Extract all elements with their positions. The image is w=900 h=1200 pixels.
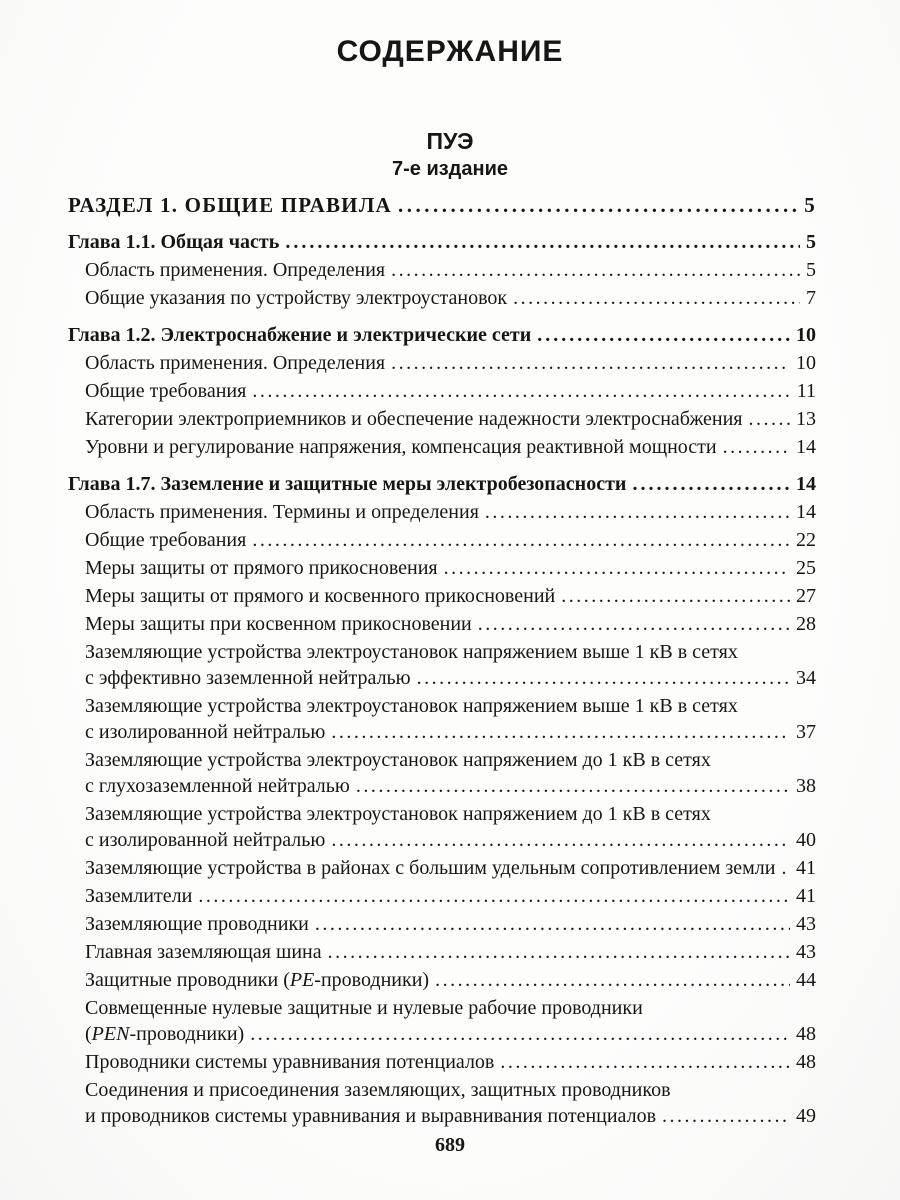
- toc-entry: [68, 257, 816, 283]
- toc-entry-label: и проводников системы уравнивания и выравнивания потенциалов: [85, 1105, 657, 1127]
- toc-entry: [68, 995, 816, 1047]
- toc-entry-row: [68, 611, 816, 637]
- toc-entry: [68, 883, 816, 909]
- toc-entry-row: [68, 967, 816, 993]
- toc-entry-row: [68, 827, 816, 853]
- toc-entry-row: [68, 665, 816, 691]
- toc-entry-row: [68, 639, 816, 665]
- toc-entry-label: Область применения. Термины и определения: [85, 501, 479, 523]
- toc-entry-row: [68, 801, 816, 827]
- toc-entry-label: с изолированной нейтралью: [85, 829, 326, 851]
- edition-block: [0, 128, 900, 182]
- toc-entry: [68, 583, 816, 609]
- toc-list: [0, 192, 900, 1129]
- dot-leader: [444, 555, 790, 581]
- toc-entry-row: [68, 322, 816, 348]
- toc-entry-label: РАЗДЕЛ 1. ОБЩИЕ ПРАВИЛА: [68, 193, 392, 217]
- edition-subtitle: 7-е издание: [391, 158, 508, 180]
- toc-entry-row: [68, 693, 816, 719]
- toc-entry: [68, 434, 816, 460]
- toc-entry-row: [68, 499, 816, 525]
- toc-entry-page: 11: [796, 380, 816, 402]
- toc-entry-page: 49: [796, 1105, 816, 1127]
- dot-leader: [513, 285, 800, 311]
- toc-entry-label: Глава 1.1. Общая часть: [68, 231, 280, 253]
- toc-entry-row: [68, 583, 816, 609]
- page-number: 689: [435, 1134, 465, 1156]
- toc-entry: [68, 322, 816, 348]
- dot-leader: [417, 665, 790, 691]
- toc-entry-row: [68, 1103, 816, 1129]
- toc-entry: [68, 192, 816, 218]
- toc-entry-label: Защитные проводники (PE-проводники): [85, 969, 430, 991]
- toc-entry-label: Глава 1.2. Электроснабжение и электрические сети: [68, 324, 532, 346]
- toc-entry-label: Заземляющие устройства электроустановок напряжением до 1 кВ в сетях: [85, 749, 711, 771]
- toc-entry-row: [68, 378, 816, 404]
- toc-entry-page: 38: [796, 775, 816, 797]
- dot-leader: [781, 855, 790, 881]
- toc-entry-label: Меры защиты при косвенном прикосновении: [85, 613, 472, 635]
- toc-entry-page: 27: [796, 585, 816, 607]
- toc-entry-row: [68, 719, 816, 745]
- toc-entry-label: Область применения. Определения: [85, 352, 386, 374]
- toc-entry: [68, 1077, 816, 1129]
- toc-entry-row: [68, 434, 816, 460]
- dot-leader: [478, 611, 790, 637]
- toc-entry-row: [68, 229, 816, 255]
- toc-entry-row: [68, 555, 816, 581]
- toc-entry: [68, 229, 816, 255]
- toc-entry-label: с эффективно заземленной нейтралью: [85, 667, 411, 689]
- toc-entry-label: с глухозаземленной нейтралью: [85, 775, 350, 797]
- toc-entry: [68, 855, 816, 881]
- toc-entry-page: 40: [796, 829, 816, 851]
- toc-entry-page: 13: [796, 408, 816, 430]
- dot-leader: [398, 192, 798, 218]
- toc-entry: [68, 1049, 816, 1075]
- toc-entry-page: 41: [796, 857, 816, 879]
- toc-entry-label: Общие требования: [85, 529, 247, 551]
- toc-entry-label: Уровни и регулирование напряжения, компенсация реактивной мощности: [85, 436, 717, 458]
- toc-entry-label: Заземляющие устройства электроустановок напряжением выше 1 кВ в сетях: [85, 641, 738, 663]
- toc-entry-label: Главная заземляющая шина: [85, 941, 322, 963]
- toc-entry-page: 14: [796, 436, 816, 458]
- toc-entry-label: Область применения. Определения: [85, 259, 386, 281]
- toc-entry-row: [68, 350, 816, 376]
- toc-entry: [68, 911, 816, 937]
- toc-entry-label: Соединения и присоединения заземляющих, защитных проводников: [85, 1079, 671, 1101]
- toc-entry-label: Проводники системы уравнивания потенциалов: [85, 1051, 495, 1073]
- toc-entry: [68, 611, 816, 637]
- toc-entry-page: 48: [796, 1023, 816, 1045]
- dot-leader: [561, 583, 790, 609]
- toc-entry-page: 43: [796, 941, 816, 963]
- dot-leader: [252, 527, 790, 553]
- toc-entry: [68, 747, 816, 799]
- toc-entry-page: 43: [796, 913, 816, 935]
- toc-entry-row: [68, 257, 816, 283]
- toc-entry-row: [68, 995, 816, 1021]
- toc-entry: [68, 406, 816, 432]
- toc-entry-page: 44: [796, 969, 816, 991]
- toc-entry-page: 48: [796, 1051, 816, 1073]
- toc-entry-label: Меры защиты от прямого прикосновения: [85, 557, 438, 579]
- dot-leader: [252, 378, 790, 404]
- toc-entry-row: [68, 285, 816, 311]
- toc-entry-label: Заземляющие устройства электроустановок напряжением до 1 кВ в сетях: [85, 803, 711, 825]
- toc-entry-label: Меры защиты от прямого и косвенного прикосновений: [85, 585, 556, 607]
- toc-entry-row: [68, 406, 816, 432]
- toc-entry-label: Заземлители: [85, 885, 193, 907]
- toc-entry-label: Заземляющие проводники: [85, 913, 309, 935]
- toc-entry-page: 10: [796, 324, 816, 346]
- dot-leader: [356, 773, 790, 799]
- toc-entry-row: [68, 1077, 816, 1103]
- toc-entry-row: [68, 471, 816, 497]
- toc-entry: [68, 693, 816, 745]
- toc-entry-label: Глава 1.7. Заземление и защитные меры электробезопасности: [68, 473, 627, 495]
- dot-leader: [485, 499, 790, 525]
- dot-leader: [328, 939, 790, 965]
- toc-entry-page: 37: [796, 721, 816, 743]
- dot-leader: [331, 827, 790, 853]
- toc-entry-row: [68, 855, 816, 881]
- toc-entry-page: 34: [796, 667, 816, 689]
- toc-entry-label: с изолированной нейтралью: [85, 721, 326, 743]
- toc-entry: [68, 939, 816, 965]
- dot-leader: [285, 229, 800, 255]
- edition-title: ПУЭ: [426, 128, 474, 154]
- toc-entry-row: [68, 911, 816, 937]
- toc-entry-page: 25: [796, 557, 816, 579]
- toc-entry-label: Категории электроприемников и обеспечение надежности электроснабжения: [85, 408, 743, 430]
- toc-entry: [68, 285, 816, 311]
- toc-entry: [68, 471, 816, 497]
- dot-leader: [331, 719, 790, 745]
- dot-leader: [537, 322, 790, 348]
- toc-entry: [68, 527, 816, 553]
- dot-leader: [198, 883, 790, 909]
- dot-leader: [632, 471, 790, 497]
- dot-leader: [391, 257, 800, 283]
- toc-entry-page: 5: [806, 259, 816, 281]
- toc-entry-label: Общие требования: [85, 380, 247, 402]
- toc-entry-page: 14: [796, 473, 816, 495]
- toc-entry-page: 5: [804, 193, 816, 217]
- dot-leader: [500, 1049, 790, 1075]
- toc-entry-row: [68, 527, 816, 553]
- toc-entry-row: [68, 192, 816, 218]
- toc-entry-page: 28: [796, 613, 816, 635]
- toc-entry: [68, 378, 816, 404]
- toc-entry-page: 41: [796, 885, 816, 907]
- toc-entry-page: 5: [806, 231, 816, 253]
- toc-entry-page: 14: [796, 501, 816, 523]
- toc-entry-page: 22: [796, 529, 816, 551]
- toc-entry: [68, 499, 816, 525]
- toc-entry-label: Совмещенные нулевые защитные и нулевые рабочие проводники: [85, 997, 643, 1019]
- page-title: СОДЕРЖАНИЕ: [336, 35, 564, 68]
- dot-leader: [662, 1103, 790, 1129]
- dot-leader: [391, 350, 790, 376]
- toc-entry-row: [68, 939, 816, 965]
- toc-entry-page: 7: [806, 287, 816, 309]
- toc-entry-label: Общие указания по устройству электроустановок: [85, 287, 508, 309]
- toc-entry: [68, 555, 816, 581]
- toc-entry-row: [68, 747, 816, 773]
- dot-leader: [435, 967, 790, 993]
- toc-entry-page: 10: [796, 352, 816, 374]
- toc-entry-label: Заземляющие устройства электроустановок напряжением выше 1 кВ в сетях: [85, 695, 738, 717]
- dot-leader: [749, 406, 791, 432]
- toc-entry-row: [68, 1049, 816, 1075]
- dot-leader: [315, 911, 790, 937]
- toc-entry-label: (PEN-проводники): [85, 1023, 245, 1045]
- toc-entry-row: [68, 883, 816, 909]
- toc-entry-label: Заземляющие устройства в районах с большим удельным сопротивлением земли: [85, 857, 776, 879]
- toc-entry-row: [68, 1021, 816, 1047]
- toc-entry: [68, 639, 816, 691]
- toc-entry: [68, 967, 816, 993]
- dot-leader: [723, 434, 790, 460]
- toc-entry: [68, 350, 816, 376]
- toc-entry-row: [68, 773, 816, 799]
- dot-leader: [250, 1021, 790, 1047]
- toc-entry: [68, 801, 816, 853]
